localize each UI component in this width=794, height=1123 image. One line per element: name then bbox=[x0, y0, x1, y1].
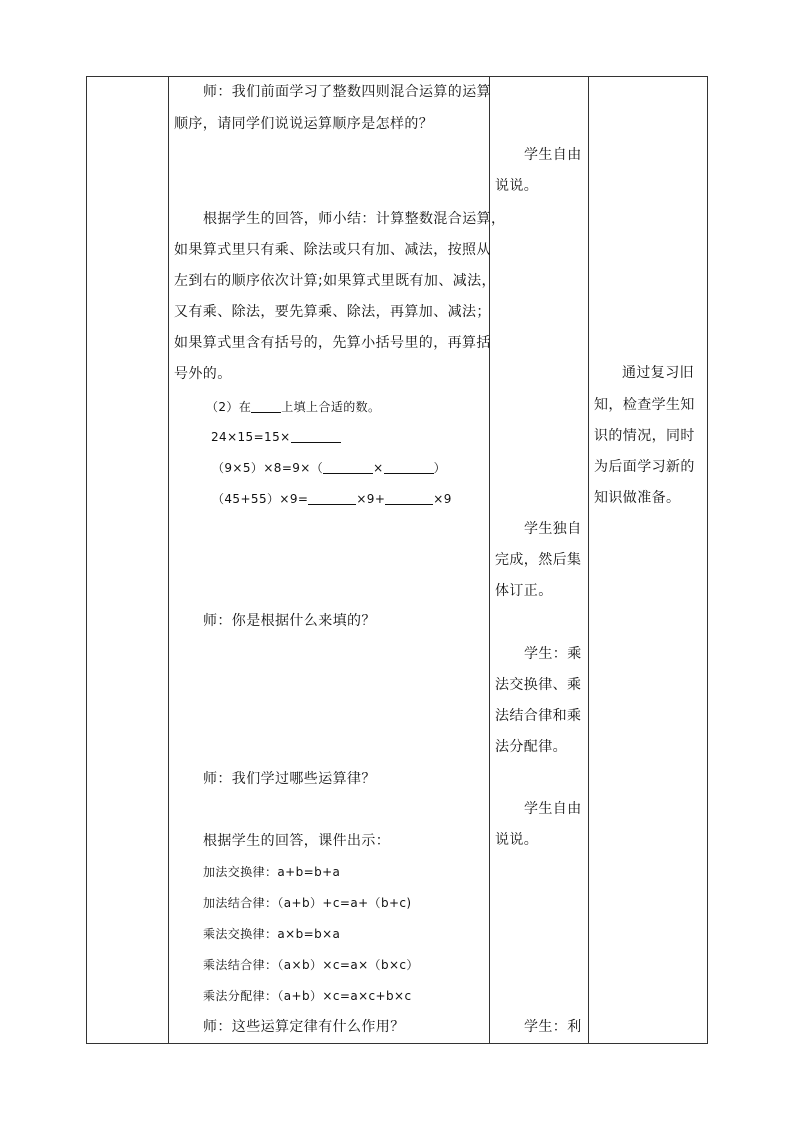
column-divider bbox=[168, 77, 169, 1043]
student-activity-line: 法交换律、乘 bbox=[495, 677, 582, 693]
law-item: 加法交换律：a+b=b+a bbox=[203, 865, 341, 879]
teacher-question: 师：我们学过哪些运算律？ bbox=[203, 771, 376, 787]
teacher-summary-line: 如果算式里只有乘、除法或只有加、减法，按照从 bbox=[174, 242, 491, 258]
student-activity-line: 学生自由 bbox=[524, 801, 582, 817]
design-intent-line: 识的情况，同时 bbox=[594, 428, 695, 444]
exercise-equation: （9×5）×8=9×（ × ） bbox=[212, 461, 447, 475]
design-intent-line: 通过复习旧 bbox=[622, 365, 694, 381]
student-activity-line: 学生：乘 bbox=[524, 646, 582, 662]
design-intent-line: 知识做准备。 bbox=[594, 490, 681, 506]
student-activity-line: 体订正。 bbox=[495, 583, 553, 599]
teacher-question-line: 师：我们前面学习了整数四则混合运算的运算 bbox=[203, 84, 491, 100]
teacher-summary-line: 又有乘、除法，要先算乘、除法，再算加、减法； bbox=[174, 304, 491, 320]
fill-in-prompt: （2）在 上填上合适的数。 bbox=[206, 400, 381, 414]
teacher-summary-line: 左到右的顺序依次计算;如果算式里既有加、减法， bbox=[174, 273, 496, 289]
student-activity-line: 说说。 bbox=[495, 832, 539, 848]
column-divider bbox=[588, 77, 589, 1043]
law-item: 乘法分配律：（a+b）×c=a×c+b×c bbox=[203, 989, 412, 1003]
student-activity-line: 学生独自 bbox=[524, 521, 582, 537]
student-activity-line: 法结合律和乘 bbox=[495, 708, 582, 724]
teacher-summary-line: 号外的。 bbox=[174, 366, 232, 382]
teacher-question-line: 顺序，请同学们说说运算顺序是怎样的？ bbox=[174, 116, 434, 132]
teacher-question: 师：你是根据什么来填的？ bbox=[203, 613, 376, 629]
teacher-summary-line: 根据学生的回答，师小结：计算整数混合运算， bbox=[203, 211, 506, 227]
law-item: 乘法交换律：a×b=b×a bbox=[203, 927, 341, 941]
design-intent-line: 为后面学习新的 bbox=[594, 459, 695, 475]
exercise-equation: 24×15=15× bbox=[211, 430, 341, 443]
law-item: 乘法结合律：（a×b）×c=a×（b×c） bbox=[203, 958, 419, 972]
exercise-equation: （45+55）×9= ×9+ ×9 bbox=[212, 492, 452, 506]
student-activity-line: 说说。 bbox=[495, 178, 539, 194]
design-intent-line: 知，检查学生知 bbox=[594, 397, 695, 413]
law-item: 加法结合律：（a+b）+c=a+（b+c) bbox=[203, 896, 412, 910]
student-activity-line: 学生：利 bbox=[524, 1019, 582, 1035]
teacher-summary-line: 如果算式里含有括号的，先算小括号里的，再算括 bbox=[174, 335, 491, 351]
student-activity-line: 学生自由 bbox=[524, 147, 582, 163]
student-activity-line: 法分配律。 bbox=[495, 739, 567, 755]
teacher-question: 师：这些运算定律有什么作用？ bbox=[203, 1019, 405, 1035]
student-activity-line: 完成，然后集 bbox=[495, 552, 582, 568]
laws-intro: 根据学生的回答，课件出示： bbox=[203, 833, 391, 849]
